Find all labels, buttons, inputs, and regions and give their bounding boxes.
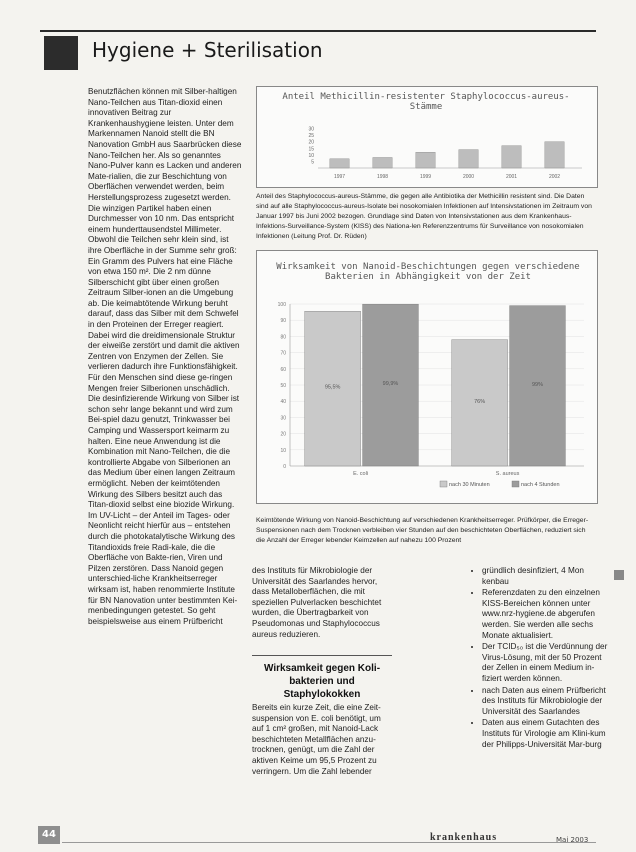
footnote-item: • Der TCID₅₀ ist die Verdünnung der Virus-Lösung, mit der 50 Prozent der Zellen in einem Medium in-fiziert werden können. — [482, 642, 610, 684]
chart-2-legend-label: nach 30 Minuten — [449, 482, 490, 488]
chart-1-xtick: 2000 — [462, 174, 475, 180]
chart-1-bar — [459, 150, 478, 168]
chart-2-title: Wirksamkeit von Nanoid-Beschichtungen gegen verschiedene Bakterien in Abhängigkeit von der Zeit — [276, 262, 580, 282]
page-number: 44 — [42, 829, 56, 840]
chart-1-bar — [373, 157, 392, 168]
chart-1-ytick: 15 — [308, 146, 314, 153]
chart-1-ytick: 25 — [308, 133, 314, 140]
footnote-item: • nach Daten aus einem Prüfbericht des Instituts für Mikrobiologie der Universität des Saarlandes — [482, 686, 610, 718]
article-column-1: Benutzflächen können mit Silber-haltigen Nano-Teilchen aus Titan-dioxid einen innovativen Beitrag zur Krankenhaushygiene leisten. Unter dem Markennamen Nanoid stellt die BN Nanovation GmbH aus Saarbrücken diese Nano-Teilchen her. Als so genanntes Nano-Pulver kann es Lacken und anderen Mate-rialien, die zur Beschichtung von Oberflächen verwendet werden, beim Herstellungsprozess zugesetzt werden. Die winzigen Partikel haben einen Durchmesser von 10 nm. Das entspricht einem hunderttausendstel Millimeter. Obwohl die Teilchen sehr klein sind, ist ihre Oberfläche in der Summe sehr groß: Ein Gramm des Pulvers hat eine Fläche von etwa 150 m². Die 2 nm dünne Silberschicht gibt über einen großen Zeitraum Silber-ionen an die Umgebung ab. Die keimabtötende Wirkung beruht darauf, dass das Silber mit dem Schwefel in den Proteinen der Erreger reagiert. Dabei wird die dreidimensionale Struktur der eiweiße zerstört und damit die aktiven Zentren von Enzymen der Zellen. Sie verlieren dadurch ihre Funktionsfähigkeit. Für den Menschen sind diese ge-ringen Mengen freier Silberionen unschädlich. Die desinfizierende Wirkung von Silber ist schon sehr lange bekannt und wird zum Bei-spiel dazu genutzt, Trinkwasser bei Camping und Wassersport keimarm zu halten. Eine neue Anwendung ist die Kombination mit Nano-Teilchen, die die kontrollierte Abgabe von Silberionen an das Medium über einen langen Zeitraum ermöglicht. Neben der keimtötenden Wirkung des Silbers besitzt auch das Titan-dioxid selbst eine biozide Wirkung. Im UV-Licht – der Anteil im Tages- oder Neonlicht reicht hierfür aus – entstehen durch die photokatalytische Wirkung des Titandioxids freie Radi-kale, die die Oberfläche von Bakte-rien, Viren und Pilzen zerstören. Dass Nanoid gegen unterschied-liche Krankheitserreger wirksam ist, haben renommierte Institute für BN Nanovation unter bestimmten Kei-menbedingungen getestet. So geht beispielsweise aus einem Prüfbericht — [88, 87, 242, 626]
chart-2-ytick: 60 — [280, 366, 286, 373]
chart-2-ytick: 90 — [280, 318, 286, 325]
chart-1-bar — [330, 159, 349, 168]
chart-2-caption: Keimtötende Wirkung von Nanoid-Beschichtung auf verschiedenen Krankheitserreger. Prüfkörper, die Erreger-Suspensionen nach dem Trocknen verbleiben vier Stunden auf den beschichteten Oberflächen, reduziert sich die Anzahl der Erreger lebender Keimzellen auf nahezu 100 Prozent — [256, 517, 589, 544]
footnote-item: • Daten aus einem Gutachten des Instituts für Virologie am Klini-kum der Philipps-Universität Mar-burg — [482, 718, 610, 750]
chart-2-ytick: 80 — [280, 334, 286, 341]
article-column-2-continued: Bereits ein kurze Zeit, die eine Zeit-suspension von E. coli benötigt, um auf 1 cm² großen, mit Nanoid-Lack beschichteten Metallflächen anzu-trocknen, genügt, um die Zahl der aktiven Keime um 95,5 Prozent zu verringern. Um die Zahl lebender — [252, 703, 381, 776]
subhead-rule — [252, 655, 392, 656]
chart-1-xtick: 2002 — [548, 174, 561, 180]
footnote-item: • gründlich desinfiziert, 4 Mon kenbau — [482, 566, 610, 587]
chart-1-xtick: 1998 — [376, 174, 389, 180]
chart-2-legend-label: nach 4 Stunden — [521, 482, 560, 488]
chart-1-xtick: 2001 — [505, 174, 518, 180]
footnote-item: • Referenzdaten zu den einzelnen KISS-Bereichen können unter www.nrz-hygiene.de abgerufen werden. Sie werden alle sechs Monate aktualisiert. — [482, 588, 610, 641]
subheading: Wirksamkeit gegen Koli-bakterien und Staphylokokken — [263, 663, 381, 700]
footnotes-column — [472, 566, 610, 751]
article-column-2: des Instituts für Mikrobiologie der Universität des Saarlandes hervor, dass Metalloberflächen, die mit speziellen Pulverlacken beschichtet wurden, die Übertragbarkeit von Pseudomonas und Staphylococcus aureus reduzieren. — [252, 566, 382, 639]
page-title: Hygiene + Sterilisation — [92, 38, 323, 62]
chart-2-ytick: 100 — [277, 302, 286, 308]
chart-2-plot — [262, 300, 590, 496]
chart-1-caption: Anteil des Staphylococcus-aureus-Stämme, die gegen alle Antibiotika der Methicillin resistent sind. Die Daten sind auf alle Staphylococcus-aureus-Isolate bei nosokomialen Infektionen auf Intensivstationen im Zeitraum von Januar 1997 bis Juni 2002 bezogen. Grundlage sind Daten von Intensivstationen aus dem Krankenhaus-Infektions-Surveillance-System (KISS) des Nationa-len Referenzzentrums für Surveillance von nosokomialen Infektionen (Leitung Prof. Dr. Rüden) — [256, 193, 592, 240]
chart-1-ytick: 5 — [311, 159, 314, 166]
chart-2-ytick: 20 — [280, 431, 286, 438]
side-marker — [614, 570, 624, 580]
chart-2-data-label: 95,5% — [324, 384, 341, 391]
chart-2-data-label: 99,9% — [382, 381, 399, 388]
chart-2-ytick: 70 — [280, 350, 286, 357]
chart-1-bar — [416, 152, 435, 168]
footer-rule — [62, 842, 596, 843]
chart-2-ytick: 0 — [283, 464, 286, 470]
chart-2-ytick: 10 — [280, 447, 286, 454]
section-marker — [44, 36, 78, 70]
chart-2-ytick: 40 — [280, 399, 286, 406]
chart-2-legend-swatch — [512, 481, 519, 487]
chart-2-ytick: 50 — [280, 383, 286, 389]
chart-1-plot — [296, 118, 586, 180]
chart-1-bar — [545, 142, 564, 168]
chart-2-data-label: 76% — [474, 398, 486, 405]
chart-2-data-label: 99% — [531, 381, 543, 388]
magazine-name: krankenhaus — [430, 832, 498, 843]
chart-1-xtick: 1999 — [419, 174, 432, 180]
chart-1-title: Anteil Methicillin-resistenter Staphylococcus-aureus-Stämme — [282, 92, 570, 112]
chart-1-xtick: 1997 — [333, 174, 346, 180]
chart-1-ytick: 10 — [308, 152, 314, 159]
chart-1-bar — [502, 146, 521, 168]
chart-2-ytick: 30 — [280, 415, 286, 422]
chart-1-ytick: 30 — [308, 126, 314, 133]
issue-date: Mai 2003 — [556, 836, 589, 844]
chart-1-ytick: 20 — [308, 139, 314, 146]
chart-2-xtick: S. aureus — [495, 471, 520, 477]
chart-2-legend-swatch — [440, 481, 447, 487]
chart-2-xtick: E. coli — [353, 471, 369, 477]
